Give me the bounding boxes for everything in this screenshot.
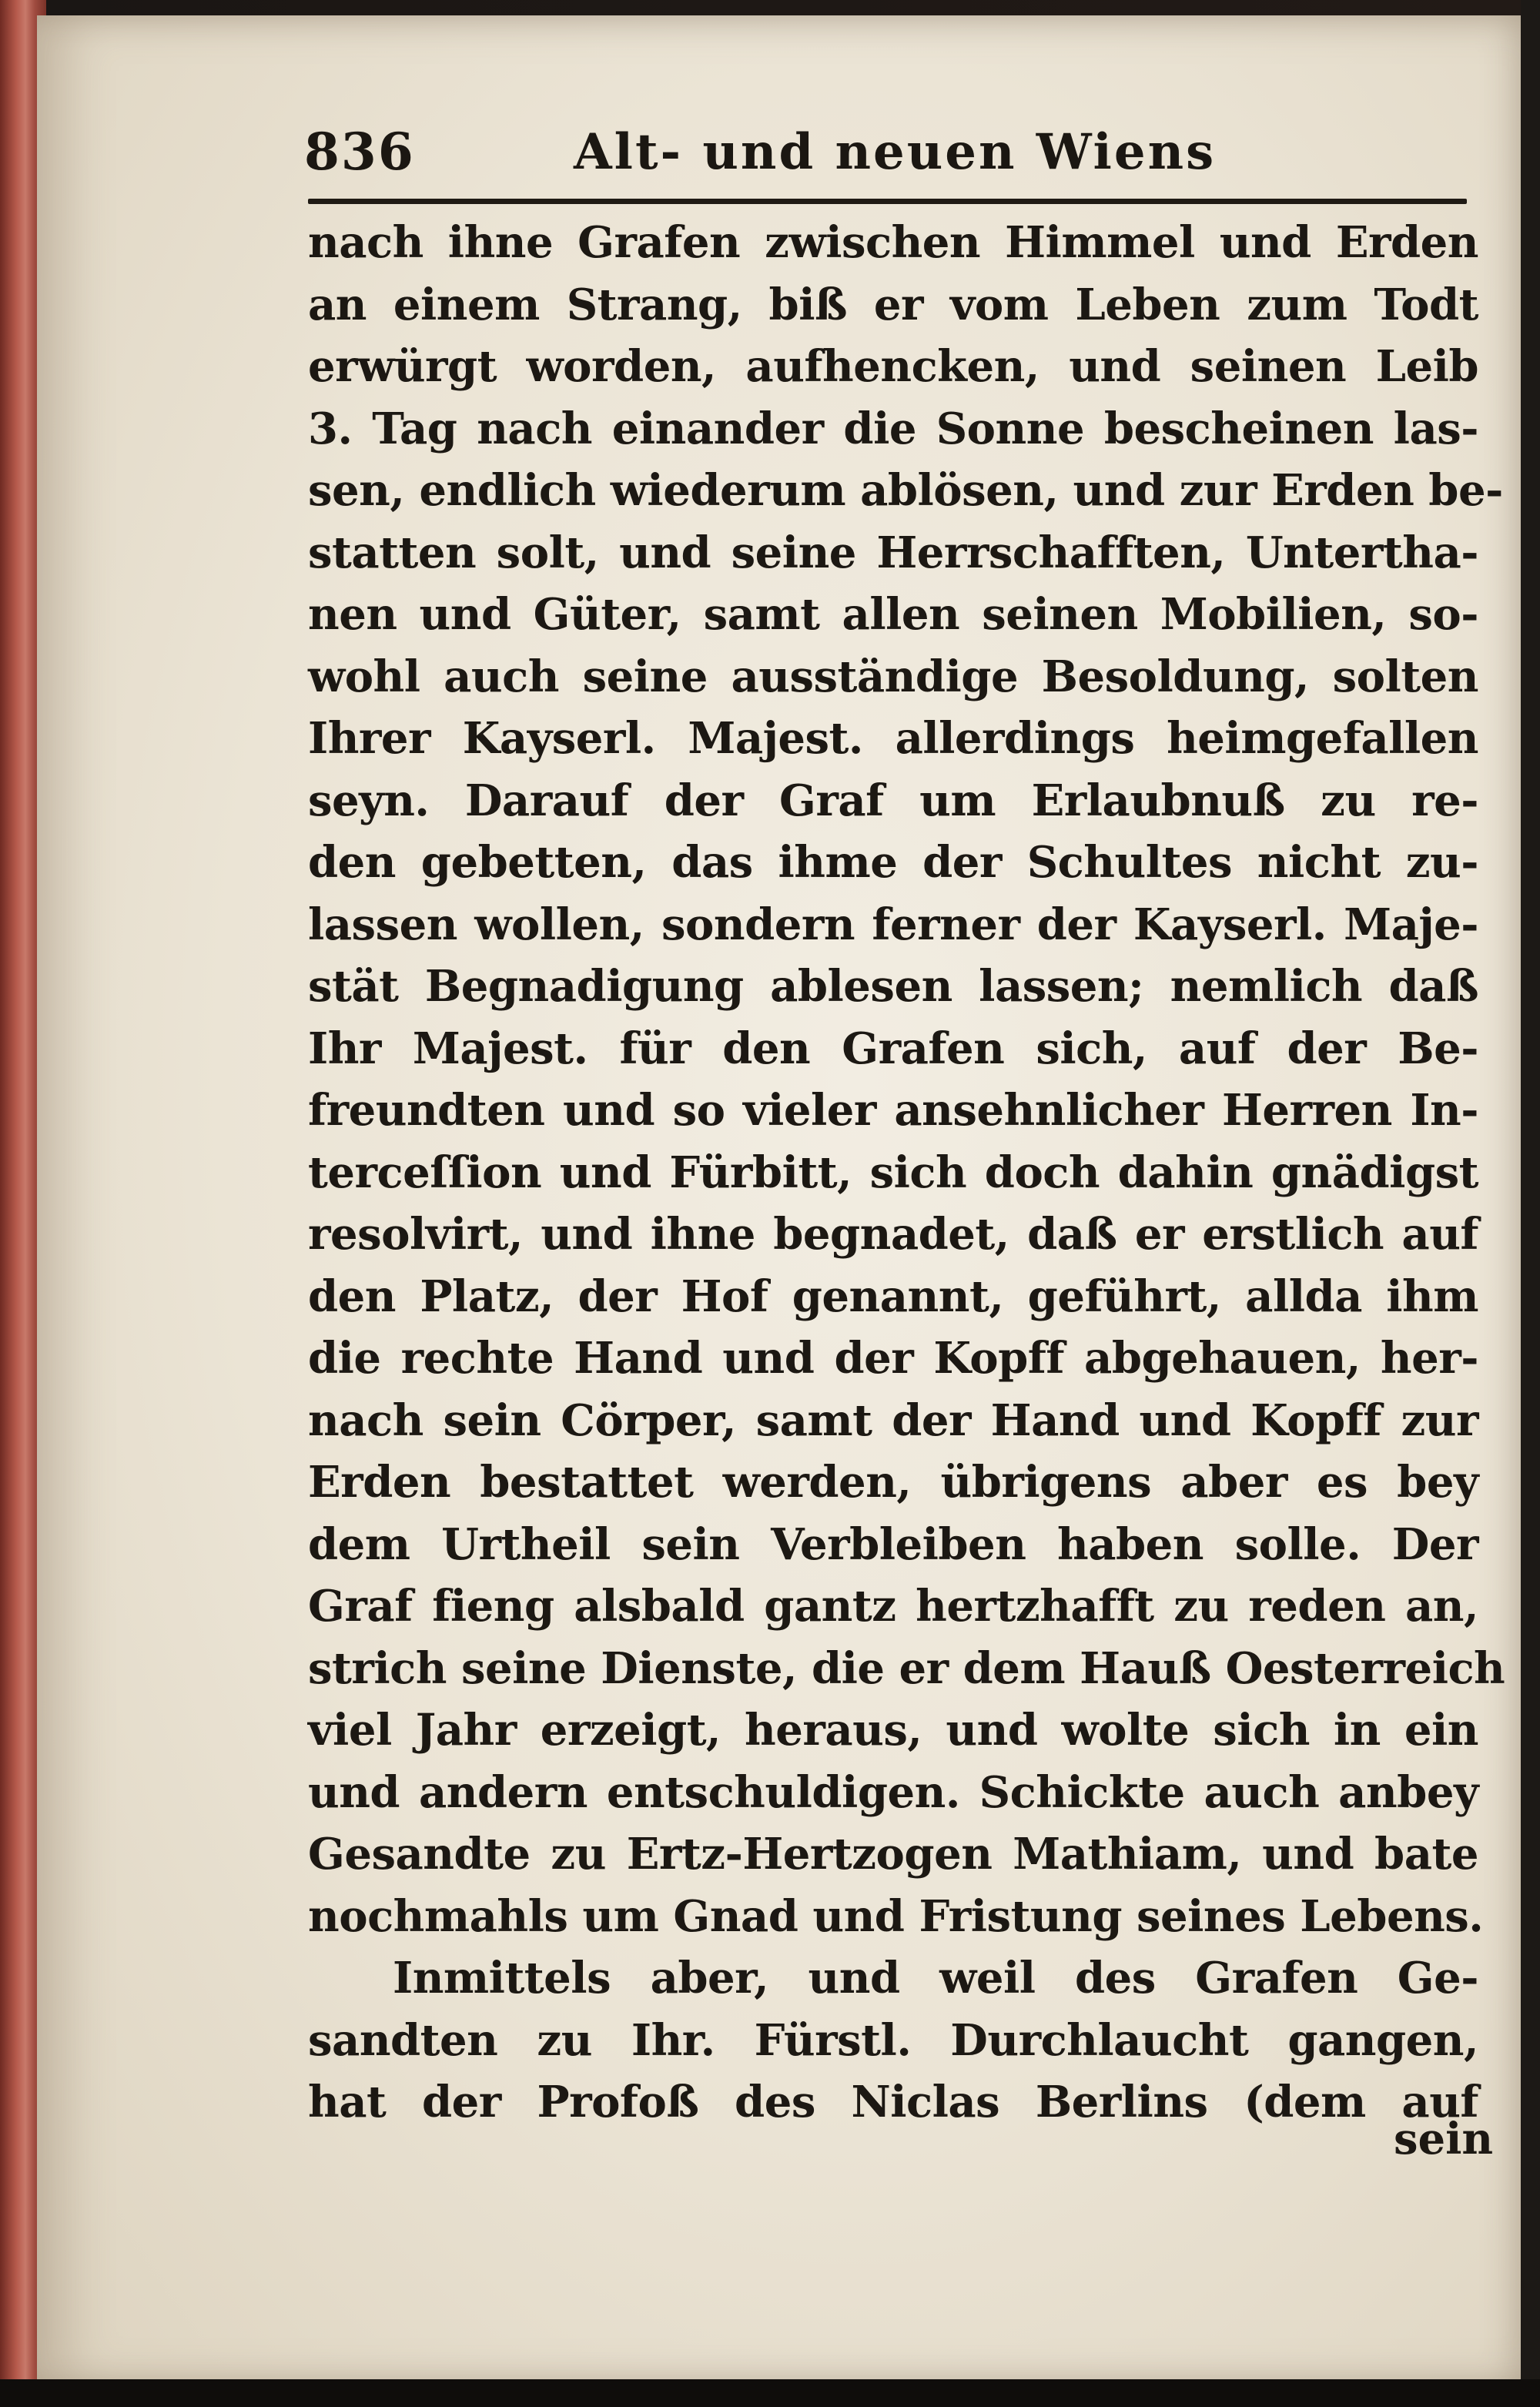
text-line: hat der Profoß des Niclas Berlins (dem auf xyxy=(308,2077,1478,2127)
text-line: terceſſion und Fürbitt, sich doch dahin gnädigst xyxy=(308,1147,1478,1198)
text-line: 3. Tag nach einander die Sonne bescheinen las- xyxy=(308,403,1478,454)
text-line: seyn. Darauf der Graf um Erlaubnuß zu re- xyxy=(308,775,1478,826)
text-line: erwürgt worden, aufhencken, und seinen Leib xyxy=(308,341,1478,392)
text-line: sandten zu Ihr. Fürstl. Durchlaucht gangen, xyxy=(308,2014,1478,2066)
page-number: 836 xyxy=(304,122,415,182)
text-line: Erden bestattet werden, übrigens aber es bey xyxy=(308,1457,1478,1508)
text-line: nochmahls um Gnad und Fristung seines Lebens. xyxy=(308,1890,1484,1942)
text-line: dem Urtheil sein Verbleiben haben solle. Der xyxy=(308,1518,1478,1570)
text-line: Gesandte zu Ertz-Hertzogen Mathiam, und bate xyxy=(308,1829,1478,1880)
text-line: Graf fieng alsbald gantz hertzhafft zu reden an, xyxy=(308,1581,1478,1632)
text-line: Inmittels aber, und weil des Grafen Ge- xyxy=(393,1953,1478,2004)
catchword: sein xyxy=(1394,2114,1494,2164)
text-line: und andern entschuldigen. Schickte auch anbey xyxy=(308,1766,1478,1818)
text-line: nach sein Cörper, samt der Hand und Kopff zur xyxy=(308,1394,1478,1446)
text-line: Ihr Majest. für den Grafen sich, auf der Be- xyxy=(308,1023,1478,1074)
text-line: statten solt, und seine Herrschafften, Untertha- xyxy=(308,527,1478,578)
text-line: strich seine Dienste, die er dem Hauß Oesterreich xyxy=(308,1642,1505,1694)
text-line: an einem Strang, biß er vom Leben zum Todt xyxy=(308,279,1478,330)
text-line: sen, endlich wiederum ablösen, und zur Erden be- xyxy=(308,465,1503,516)
scan-bottom-border xyxy=(0,2379,1540,2407)
text-line: nach ihne Grafen zwischen Himmel und Erden xyxy=(308,217,1478,268)
body-text xyxy=(308,212,1505,2134)
text-line: viel Jahr erzeigt, heraus, und wolte sich in ein xyxy=(308,1705,1478,1756)
running-title: Alt- und neuen Wiens xyxy=(574,123,1217,181)
text-line: nen und Güter, samt allen seinen Mobilien, so- xyxy=(308,589,1478,640)
header-rule xyxy=(308,199,1467,204)
text-line: die rechte Hand und der Kopff abgehauen, her- xyxy=(308,1333,1478,1384)
text-line: lassen wollen, sondern ferner der Kayserl. Maje- xyxy=(308,899,1478,950)
text-line: den Platz, der Hof genannt, geführt, allda ihm xyxy=(308,1270,1478,1322)
text-line: freundten und so vieler ansehnlicher Herren In- xyxy=(308,1085,1478,1136)
text-line: Ihrer Kayserl. Majest. allerdings heimgefallen xyxy=(308,713,1478,764)
text-line: wohl auch seine ausständige Besoldung, solten xyxy=(308,651,1478,702)
text-line: den gebetten, das ihme der Schultes nicht zu- xyxy=(308,837,1478,888)
scan-right-border xyxy=(1521,0,1540,2407)
page-header xyxy=(304,115,1475,200)
text-line: stät Begnadigung ablesen lassen; nemlich daß xyxy=(308,961,1478,1012)
text-line: resolvirt, und ihne begnadet, daß er erstlich auf xyxy=(308,1209,1478,1260)
